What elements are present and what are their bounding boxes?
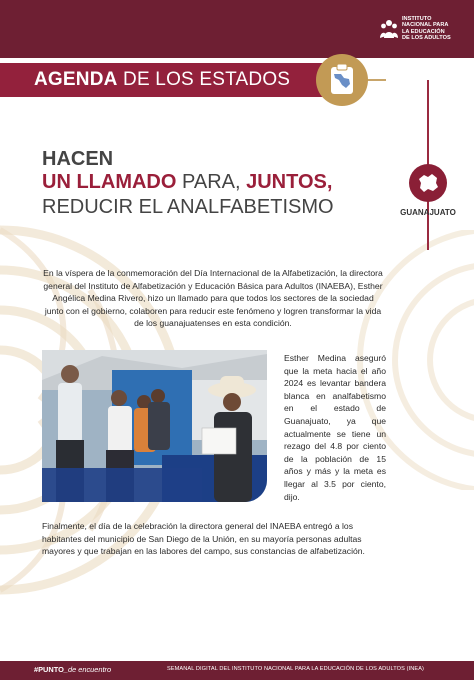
- section-title: [34, 69, 290, 91]
- paragraph-goal: Esther Medina aseguró que la meta hacia el año 2024 es levantar bandera blanca en analfabetismo en el estado de Guanajuato, ya que actualmente se tiene un rezago del 4.8 por ciento de la población de 15 años y más y la meta es llegar al 3.5 por ciento, dijo.: [284, 353, 386, 502]
- footer-brand-italic: _de encuentro: [63, 665, 112, 674]
- headline: [42, 148, 334, 220]
- inea-logo: [380, 16, 460, 42]
- headline-connector: PARA,: [176, 171, 247, 193]
- footer-brand: [34, 665, 111, 674]
- headline-line-3: REDUCIR EL ANALFABETISMO: [42, 196, 334, 218]
- state-name: GUANAJUATO: [400, 208, 456, 217]
- footer-bar: [0, 661, 474, 680]
- event-photo: [42, 350, 267, 502]
- headline-emphasis-1: UN LLAMADO: [42, 171, 177, 193]
- logo-line: DE LOS ADULTOS: [402, 35, 451, 42]
- paragraph-closing: Finalmente, el día de la celebración la directora general del INAEBA entregó a los habitantes del municipio de San Diego de la Unión, en su mayoría personas adultas mayores y que trabajan en las labores del campo, sus constancias de alfabetización.: [42, 521, 365, 557]
- people-group-icon: [380, 19, 398, 39]
- section-bar: [0, 63, 346, 97]
- headline-emphasis-2: JUNTOS,: [246, 171, 333, 193]
- section-title-rest: DE LOS ESTADOS: [117, 69, 291, 90]
- headline-line-2: [42, 171, 334, 194]
- section-title-bold: AGENDA: [34, 69, 118, 90]
- logo-text: [402, 16, 460, 42]
- guanajuato-map-icon: [416, 171, 440, 195]
- event-photo-image: [42, 350, 267, 502]
- paragraph-intro: En la víspera de la conmemoración del Día Internacional de la Alfabetización, la directora general del Instituto de Alfabetización y Educación Básica para Adultos (INAEBA), Esther Angélica Medina Rivero, hizo un llamado para que todos los sectores de la sociedad junto con el gobierno, colaboren para reducir este fenómeno y logren transformar la vida de los guanajuatenses en esta condición.: [43, 268, 383, 329]
- footer-brand-bold: #PUNTO: [34, 665, 64, 674]
- mexico-map-icon: [329, 64, 355, 96]
- footer-publication-text: SEMANAL DIGITAL DEL INSTITUTO NACIONAL PARA LA EDUCACIÓN DE LOS ADULTOS (INEA): [167, 666, 424, 672]
- section-badge: [316, 54, 368, 106]
- headline-line-1: HACEN: [42, 148, 114, 170]
- logo-line: NACIONAL PARA: [402, 22, 449, 29]
- state-badge: [409, 164, 447, 202]
- logo-line: INSTITUTO: [402, 16, 432, 22]
- logo-line: LA EDUCACIÓN: [402, 28, 445, 35]
